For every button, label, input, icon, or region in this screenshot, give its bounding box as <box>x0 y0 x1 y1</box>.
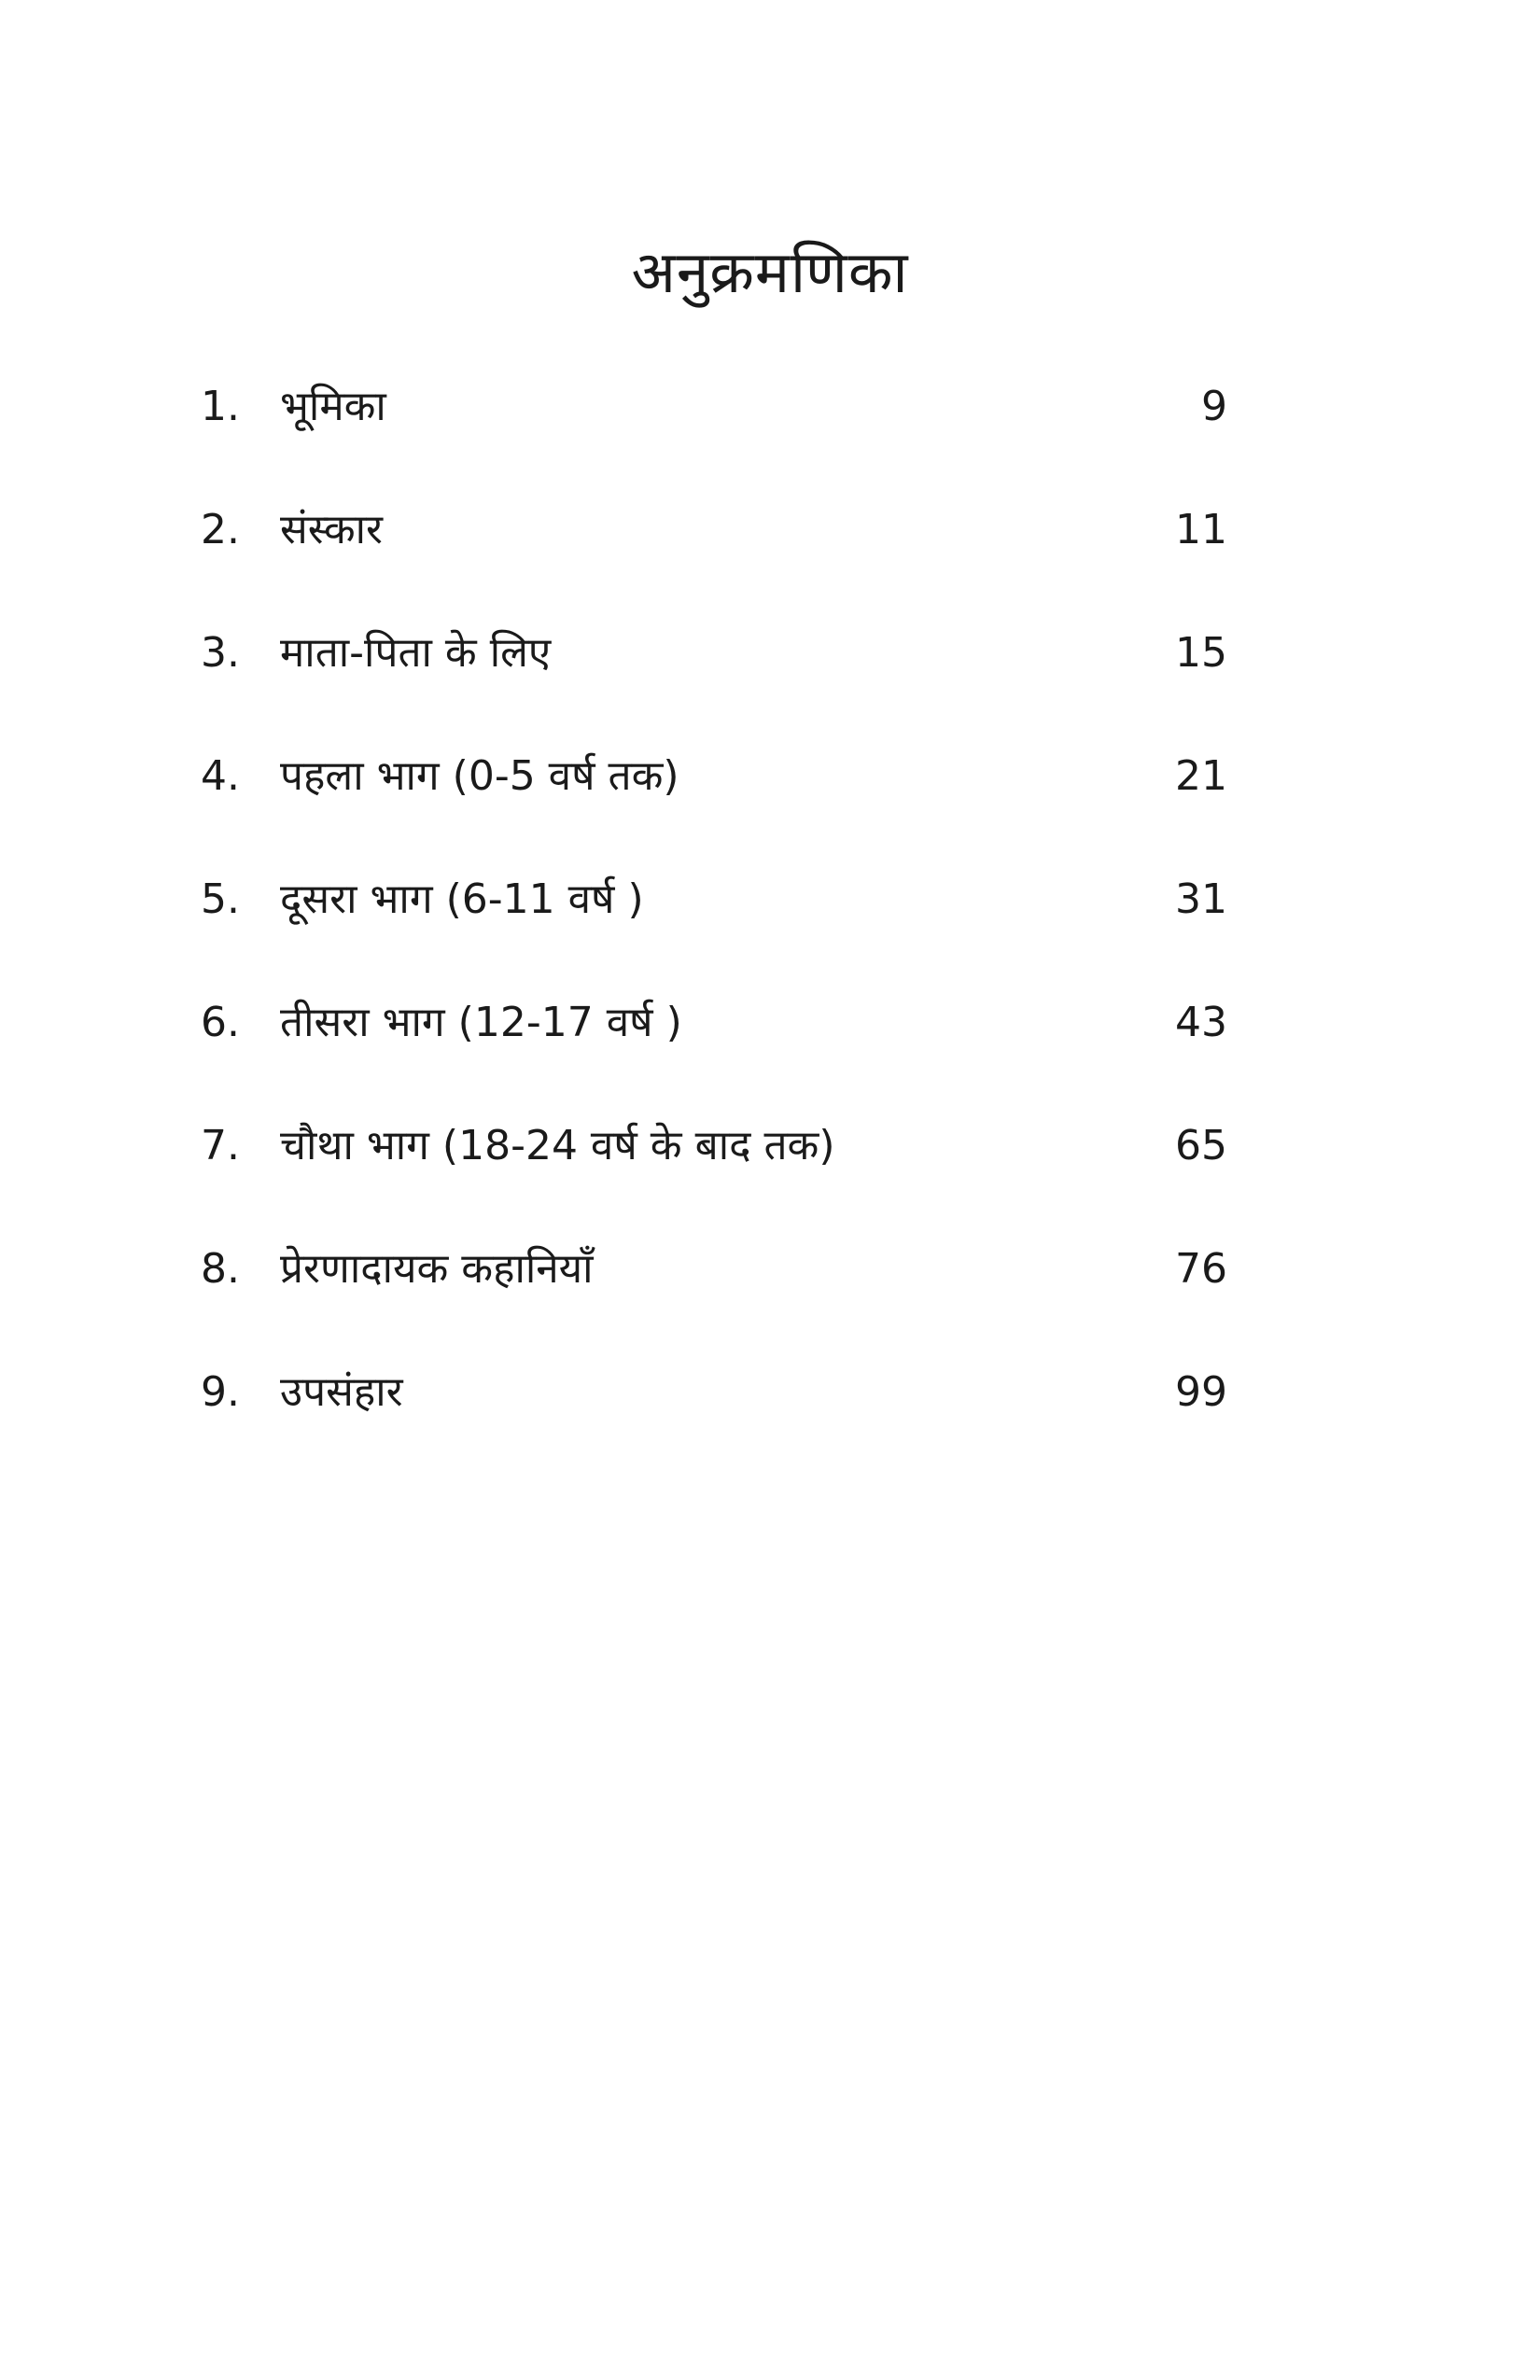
toc-entry-3 <box>201 612 1227 735</box>
toc-entry-title: संस्कार <box>280 506 384 553</box>
toc-entry-page: 31 <box>1175 875 1227 923</box>
toc-entry-page: 76 <box>1175 1245 1227 1293</box>
toc-entry-title: पहला भाग (0-5 वर्ष तक) <box>280 752 679 800</box>
toc-entry-9 <box>201 1351 1227 1475</box>
toc-entry-page: 21 <box>1175 752 1227 800</box>
toc-entry-title: उपसंहार <box>280 1368 403 1416</box>
toc-entry-page: 43 <box>1175 999 1227 1046</box>
toc-entry-number: 4. <box>201 752 240 800</box>
toc-entry-5 <box>201 859 1227 982</box>
toc-entry-page: 9 <box>1201 383 1227 430</box>
toc-entry-1 <box>201 366 1227 489</box>
toc-entry-number: 8. <box>201 1245 240 1293</box>
toc-entry-title: दूसरा भाग (6-11 वर्ष ) <box>280 875 644 923</box>
toc-entry-page: 11 <box>1175 506 1227 553</box>
toc-entry-title: भूमिका <box>280 383 386 430</box>
toc-entry-6 <box>201 982 1227 1105</box>
toc-entry-number: 1. <box>201 383 240 430</box>
toc-entry-4 <box>201 735 1227 859</box>
toc-entry-page: 15 <box>1175 629 1227 677</box>
toc-entry-page: 99 <box>1175 1368 1227 1416</box>
toc-entry-2 <box>201 489 1227 612</box>
toc-entry-7 <box>201 1105 1227 1228</box>
toc-entry-title: माता-पिता के लिए <box>280 629 552 677</box>
toc-entry-page: 65 <box>1175 1122 1227 1169</box>
toc-entry-title: तीसरा भाग (12-17 वर्ष ) <box>280 999 682 1046</box>
table-of-contents <box>201 366 1227 1475</box>
toc-entry-number: 7. <box>201 1122 240 1169</box>
page-title: अनुक्रमणिका <box>631 237 909 306</box>
toc-entry-number: 2. <box>201 506 240 553</box>
toc-entry-number: 5. <box>201 875 240 923</box>
toc-entry-title: चौथा भाग (18-24 वर्ष के बाद तक) <box>280 1122 835 1169</box>
toc-entry-8 <box>201 1228 1227 1351</box>
toc-entry-number: 3. <box>201 629 240 677</box>
toc-entry-number: 9. <box>201 1368 240 1416</box>
toc-entry-title: प्रेरणादायक कहानियाँ <box>280 1245 594 1293</box>
toc-entry-number: 6. <box>201 999 240 1046</box>
